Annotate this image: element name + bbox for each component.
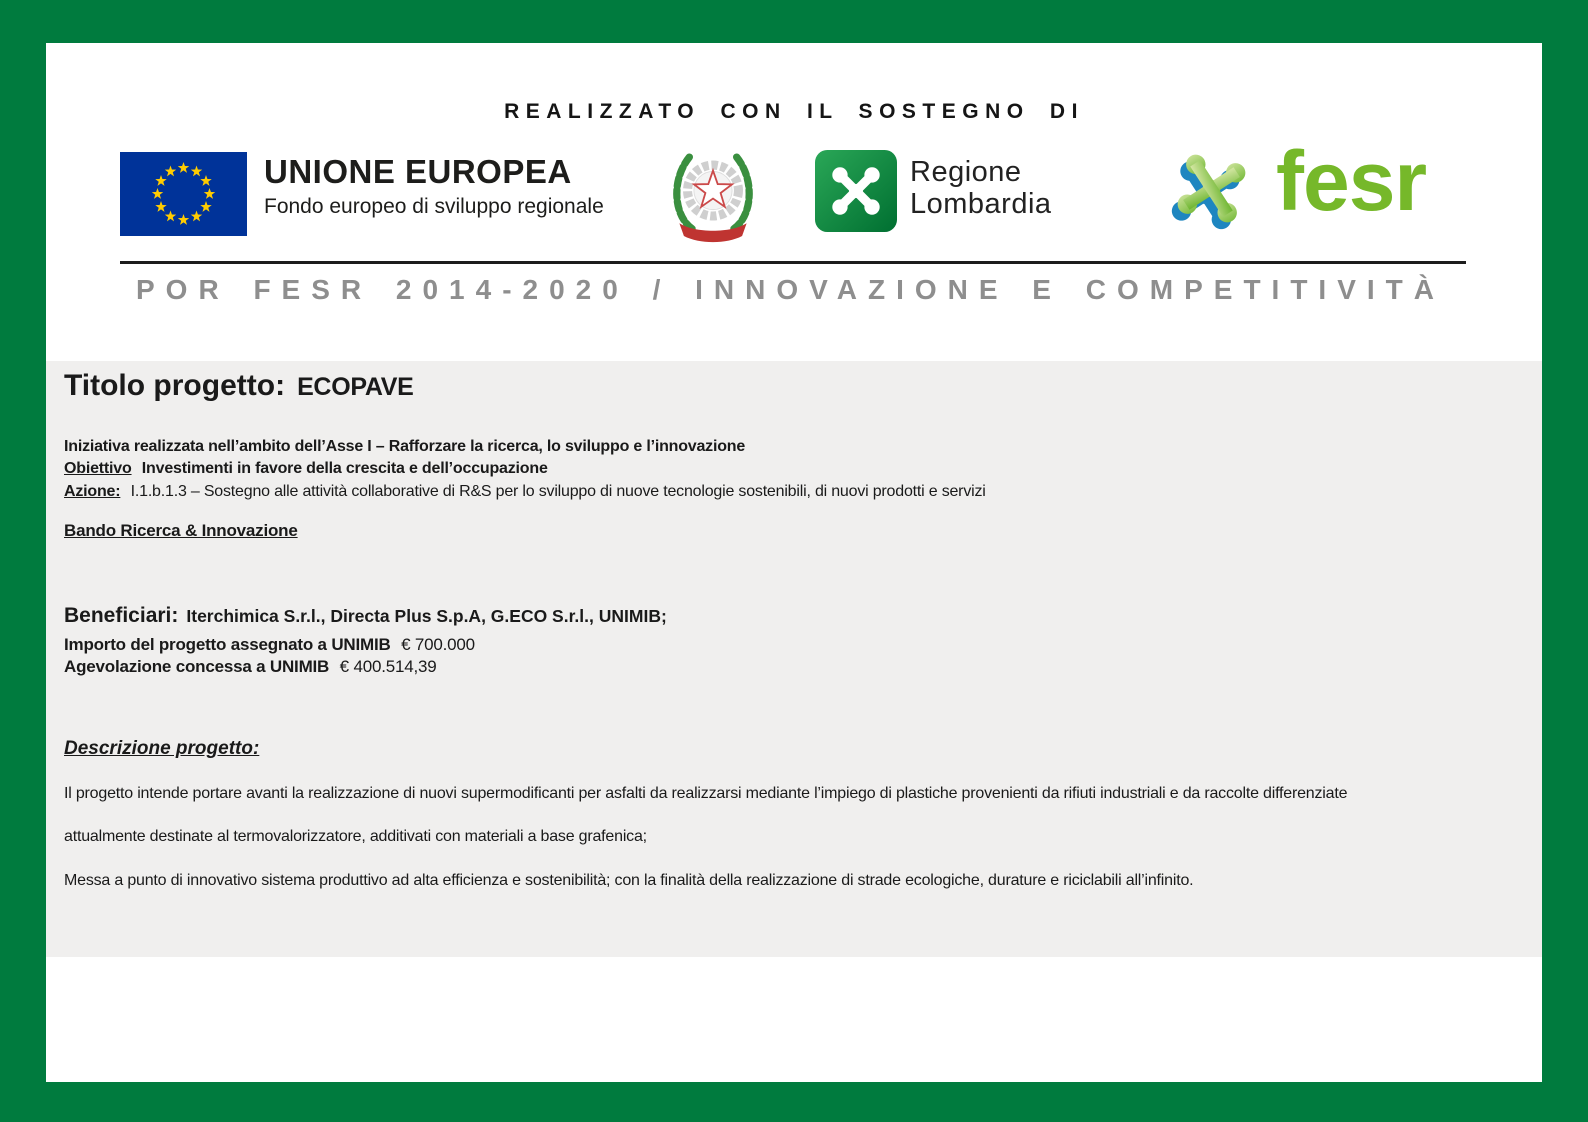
agevolazione-line [64, 657, 437, 677]
regione-lombardia-line1: Regione [910, 156, 1022, 188]
beneficiari-label: Beneficiari: [64, 604, 179, 627]
poster-content [46, 43, 1542, 1082]
project-title-label: Titolo progetto: [64, 369, 286, 402]
bando-line: Bando Ricerca & Innovazione [64, 521, 298, 540]
project-title-value: ECOPAVE [297, 373, 414, 401]
importo-line [64, 635, 475, 655]
agevolazione-value: € 400.514,39 [339, 657, 437, 676]
iniziativa-line: Iniziativa realizzata nell’ambito dell’Asse I – Rafforzare la ricerca, lo sviluppo e l’innovazione [64, 438, 746, 455]
descrizione-paragraph-1: Il progetto intende portare avanti la realizzazione di nuovi supermodificanti per asfalti da realizzarsi mediante l’impiego di plastiche provenienti da rifiuti industriali e da raccolte differenziate [64, 785, 1348, 802]
rosa-camuna-icon [815, 150, 897, 232]
eu-logo-title: UNIONE EUROPEA [264, 153, 572, 190]
azione-line [64, 483, 986, 501]
fesr-mark-icon [1163, 140, 1260, 237]
agevolazione-label: Agevolazione concessa a UNIMIB [64, 657, 330, 676]
descrizione-paragraph-2: attualmente destinate al termovalorizzatore, additivati con materiali a base grafenica; [64, 828, 647, 845]
divider-line [120, 261, 1466, 264]
eu-logo-subtitle: Fondo europeo di sviluppo regionale [264, 195, 604, 218]
regione-lombardia-line2: Lombardia [910, 188, 1052, 220]
obiettivo-label: Obiettivo [64, 460, 132, 477]
fesr-wordmark: fesr [1276, 134, 1427, 228]
azione-text: I.1.b.1.3 – Sostegno alle attività collaborative di R&S per lo sviluppo di nuove tecnologie sostenibili, di nuovi prodotti e servizi [130, 483, 986, 500]
azione-label: Azione: [64, 483, 121, 500]
project-title-row [64, 369, 414, 403]
descrizione-heading: Descrizione progetto: [64, 738, 260, 759]
program-title: POR FESR 2014-2020 / INNOVAZIONE E COMPETITIVITÀ [136, 274, 1445, 305]
obiettivo-line [64, 460, 548, 478]
eu-flag-icon [120, 152, 247, 236]
italy-emblem-icon [663, 143, 763, 249]
beneficiari-value: Iterchimica S.r.l., Directa Plus S.p.A, G.ECO S.r.l., UNIMIB; [186, 606, 667, 626]
eu-logo-text [264, 152, 604, 236]
fesr-logo [1163, 134, 1427, 237]
eu-logo [120, 152, 604, 236]
importo-label: Importo del progetto assegnato a UNIMIB [64, 635, 391, 654]
support-heading: REALIZZATO CON IL SOSTEGNO DI [504, 100, 1084, 123]
descrizione-paragraph-3: Messa a punto di innovativo sistema produttivo ad alta efficienza e sostenibilità; con la finalità della realizzazione di strade ecologiche, durature e riciclabili all’infinito. [64, 872, 1194, 889]
importo-value: € 700.000 [401, 635, 475, 654]
obiettivo-text: Investimenti in favore della crescita e dell’occupazione [141, 460, 548, 477]
regione-lombardia-text [910, 156, 1052, 232]
project-panel [46, 361, 1542, 957]
regione-lombardia-logo [815, 150, 1052, 232]
beneficiari-line [64, 604, 667, 628]
